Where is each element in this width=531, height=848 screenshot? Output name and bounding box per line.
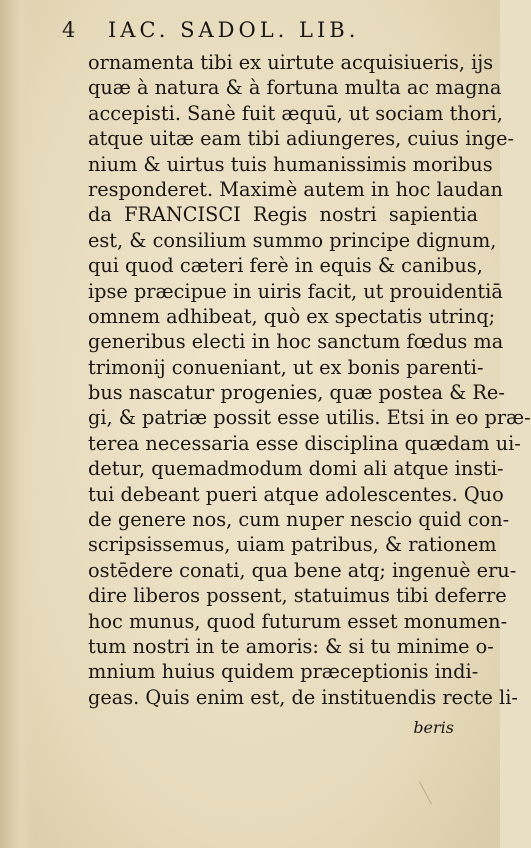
text-line: detur, quemadmodum domi ali atque insti- [88,457,504,481]
text-block [88,50,531,710]
text-line: atque uitæ eam tibi adiungeres, cuius inge- [88,127,515,151]
page-gutter-shadow [0,0,34,848]
text-line: geas. Quis enim est, de instituendis recte li- [88,685,518,709]
running-head [62,18,482,42]
catchword: beris [413,718,454,737]
text-line: terea necessaria esse disciplina quædam ui- [88,431,521,455]
paper-mark [419,781,432,804]
text-line: da FRANCISCI Regis nostri sapientia [88,203,478,227]
text-line: est, & consilium summo principe dignum, [88,228,497,252]
text-line: tum nostri in te amoris: & si tu minime o- [88,634,494,658]
text-line: ornamenta tibi ex uirtute acquisiueris, ijs [88,51,494,74]
page-number: 4 [62,18,80,42]
text-line: hoc munus, quod futurum esset monumen- [88,609,508,633]
text-line: quæ à natura & à fortuna multa ac magna [88,76,502,100]
running-title: IAC. SADOL. LIB. [108,18,360,42]
text-line: nium & uirtus tuis humanissimis moribus [88,152,493,176]
text-line: responderet. Maximè autem in hoc laudan [88,177,503,201]
text-line: dire liberos possent, statuimus tibi deferre [88,584,507,608]
text-line: omnem adhibeat, quò ex spectatis utrinq; [88,304,496,328]
text-line: generibus electi in hoc sanctum fœdus ma [88,330,504,354]
text-line: gi, & patriæ possit esse utilis. Etsi in eo præ- [88,406,531,430]
text-line: qui quod cæteri ferè in equis & canibus, [88,254,483,278]
text-line: de genere nos, cum nuper nescio quid con- [88,508,510,532]
text-line: mnium huius quidem præceptionis indi- [88,660,479,684]
text-line: trimonij conueniant, ut ex bonis parenti- [88,355,484,379]
text-line: tui debeant pueri atque adolescentes. Quo [88,482,504,506]
text-line: scripsissemus, uiam patribus, & rationem [88,533,497,557]
text-line: ostēdere conati, qua bene atq; ingenuè eru- [88,558,517,582]
text-line: accepisti. Sanè fuit æquū, ut sociam thori, [88,101,503,125]
text-line: ipse præcipue in uiris facit, ut prouidentiā [88,279,503,303]
text-line: bus nascatur progenies, quæ postea & Re- [88,381,505,405]
